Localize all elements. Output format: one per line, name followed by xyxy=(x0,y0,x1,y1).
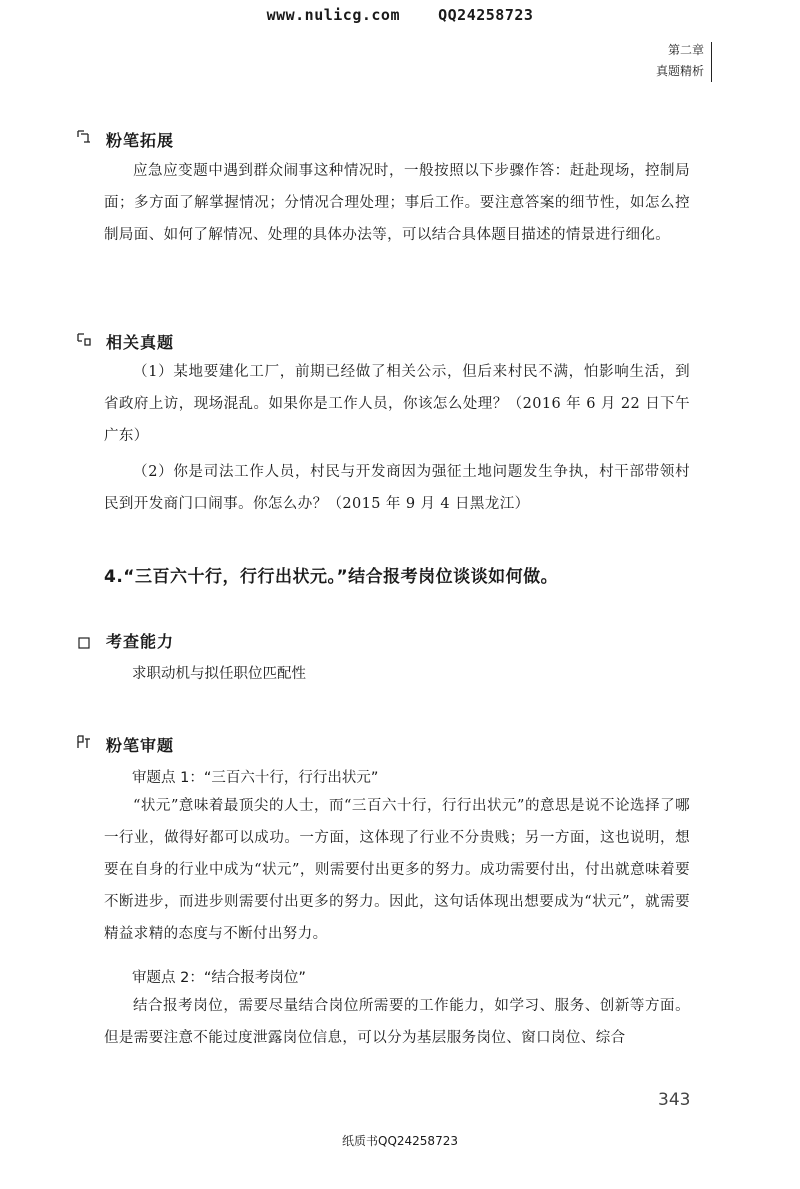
review-point-2-body: 结合报考岗位，需要尽量结合岗位所需要的工作能力，如学习、服务、创新等方面。但是需要注意不能过度泄露岗位信息，可以分为基层服务岗位、窗口岗位、综合 xyxy=(104,998,690,1046)
ability-icon xyxy=(78,634,94,650)
question-4-heading: 4.“三百六十行，行行出状元。”结合报考岗位谈谈如何做。 xyxy=(104,567,559,587)
top-watermark xyxy=(0,6,800,24)
page-number: 343 xyxy=(658,1090,691,1110)
expand-icon xyxy=(76,128,96,148)
section-title-related: 相关真题 xyxy=(106,333,175,352)
bottom-watermark: 纸质书QQ24258723 xyxy=(342,1134,458,1148)
running-header xyxy=(656,40,704,82)
section-title-review: 粉笔审题 xyxy=(106,736,175,755)
watermark-qq: QQ24258723 xyxy=(438,6,534,24)
chapter-subtitle: 真题精析 xyxy=(655,64,704,78)
review-point-1-body: “状元”意味着最顶尖的人士，而“三百六十行，行行出状元”的意思是说不论选择了哪一行业，做得好都可以成功。一方面，这体现了行业不分贵贱；另一方面，这也说明，想要在自身的行业中成为“状元”，则需要付出更多的努力。成功需要付出，付出就意味着要不断进步，而进步则需要付出更多的努力。因此，这句话体现出想要成为“状元”，就需要精益求精的态度与不断付出努力。 xyxy=(104,798,690,942)
section-title-expand: 粉笔拓展 xyxy=(106,131,175,150)
ability-body: 求职动机与拟任职位匹配性 xyxy=(132,666,306,682)
watermark-site: www.nulicg.com xyxy=(266,6,400,24)
related-item-2: （2）你是司法工作人员，村民与开发商因为强征土地问题发生争执，村干部带领村民到开发商门口闹事。你怎么办？（2015 年 9 月 4 日黑龙江） xyxy=(104,464,690,512)
expand-paragraph: 应急应变题中遇到群众闹事这种情况时，一般按照以下步骤作答：赶赴现场，控制局面；多方面了解掌握情况；分情况合理处理；事后工作。要注意答案的细节性，如怎么控制局面、如何了解情况、处理的具体办法等，可以结合具体题目描述的情景进行细化。 xyxy=(104,163,690,243)
review-icon xyxy=(76,734,96,754)
section-title-ability: 考查能力 xyxy=(106,632,175,651)
related-icon xyxy=(76,331,96,351)
review-point-2-title: 审题点 2：“结合报考岗位” xyxy=(132,970,306,986)
header-divider xyxy=(711,42,712,82)
chapter-label: 第二章 xyxy=(667,43,704,57)
review-point-1-title: 审题点 1：“三百六十行，行行出状元” xyxy=(132,770,379,786)
related-item-1: （1）某地要建化工厂，前期已经做了相关公示，但后来村民不满，怕影响生活，到省政府上访，现场混乱。如果你是工作人员，你该怎么处理？（2016 年 6 月 22 日下午广东） xyxy=(104,364,690,444)
